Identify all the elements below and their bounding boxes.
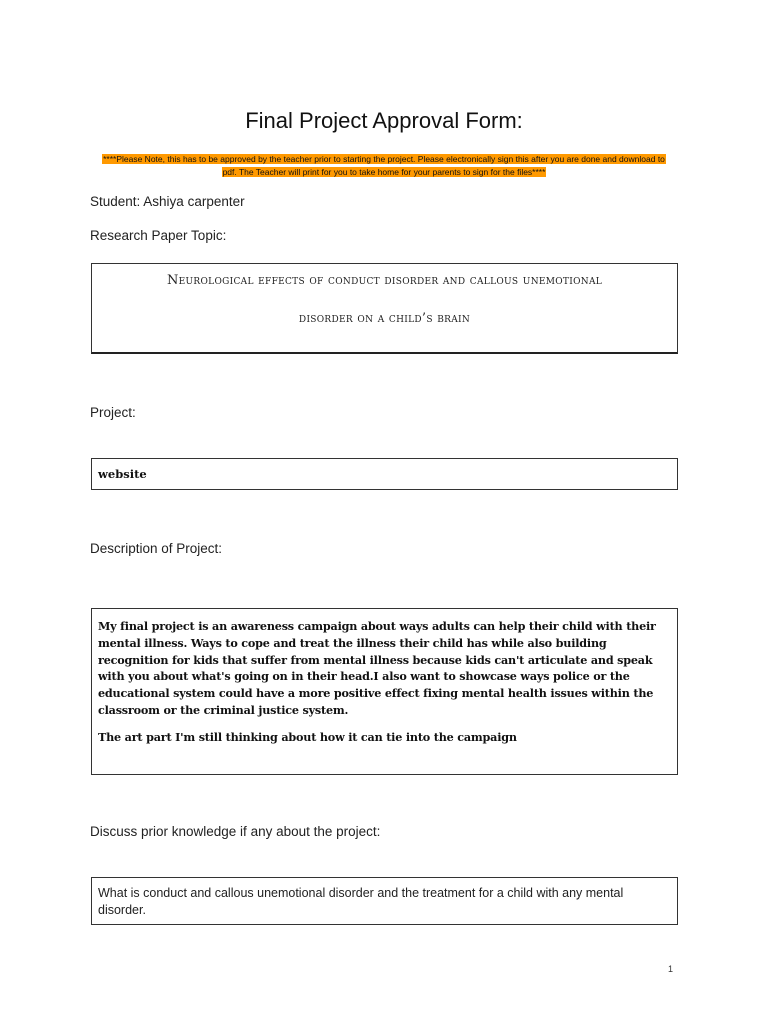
- topic-line-2: disorder on a child’s brain: [298, 311, 471, 326]
- approval-note-line2: pdf. The Teacher will print for you to take home for your parents to sign for the files****: [222, 166, 546, 177]
- approval-note-line1: ****Please Note, this has to be approved by the teacher prior to starting the project. Please electronically sign this after you are done and download to: [103, 154, 665, 164]
- project-value: website: [98, 467, 147, 481]
- topic-field[interactable]: [91, 263, 678, 354]
- approval-note: [60, 153, 708, 178]
- description-text: [98, 618, 676, 746]
- prior-knowledge-field[interactable]: [91, 877, 678, 925]
- project-label: Project:: [90, 405, 136, 420]
- description-field[interactable]: [91, 608, 678, 775]
- project-field[interactable]: [91, 458, 678, 490]
- student-label: Student: Ashiya carpenter: [90, 194, 245, 209]
- page-title: Final Project Approval Form:: [245, 108, 523, 133]
- prior-knowledge-label: Discuss prior knowledge if any about the project:: [90, 824, 381, 839]
- description-paragraph-2: The art part I'm still thinking about how it can tie into the campaign: [98, 729, 517, 744]
- page-number: 1: [668, 964, 674, 974]
- prior-knowledge-value: What is conduct and callous unemotional disorder and the treatment for a child with any mental disorder.: [98, 886, 624, 917]
- topic-line-1: Neurological effects of conduct disorder and callous unemotional: [166, 273, 603, 288]
- topic-label: Research Paper Topic:: [90, 228, 227, 243]
- description-label: Description of Project:: [90, 541, 223, 556]
- description-paragraph-1: My final project is an awareness campaign about ways adults can help their child with their mental illness. Ways to cope and treat the illness their child has while also building recognition for kids that suffer from mental illness because kids can't articulate and speak with you about what's going on in their head.I also want to showcase ways police or the educational system could have a more positive effect fixing mental health issues within the classroom or the criminal justice system.: [98, 619, 656, 717]
